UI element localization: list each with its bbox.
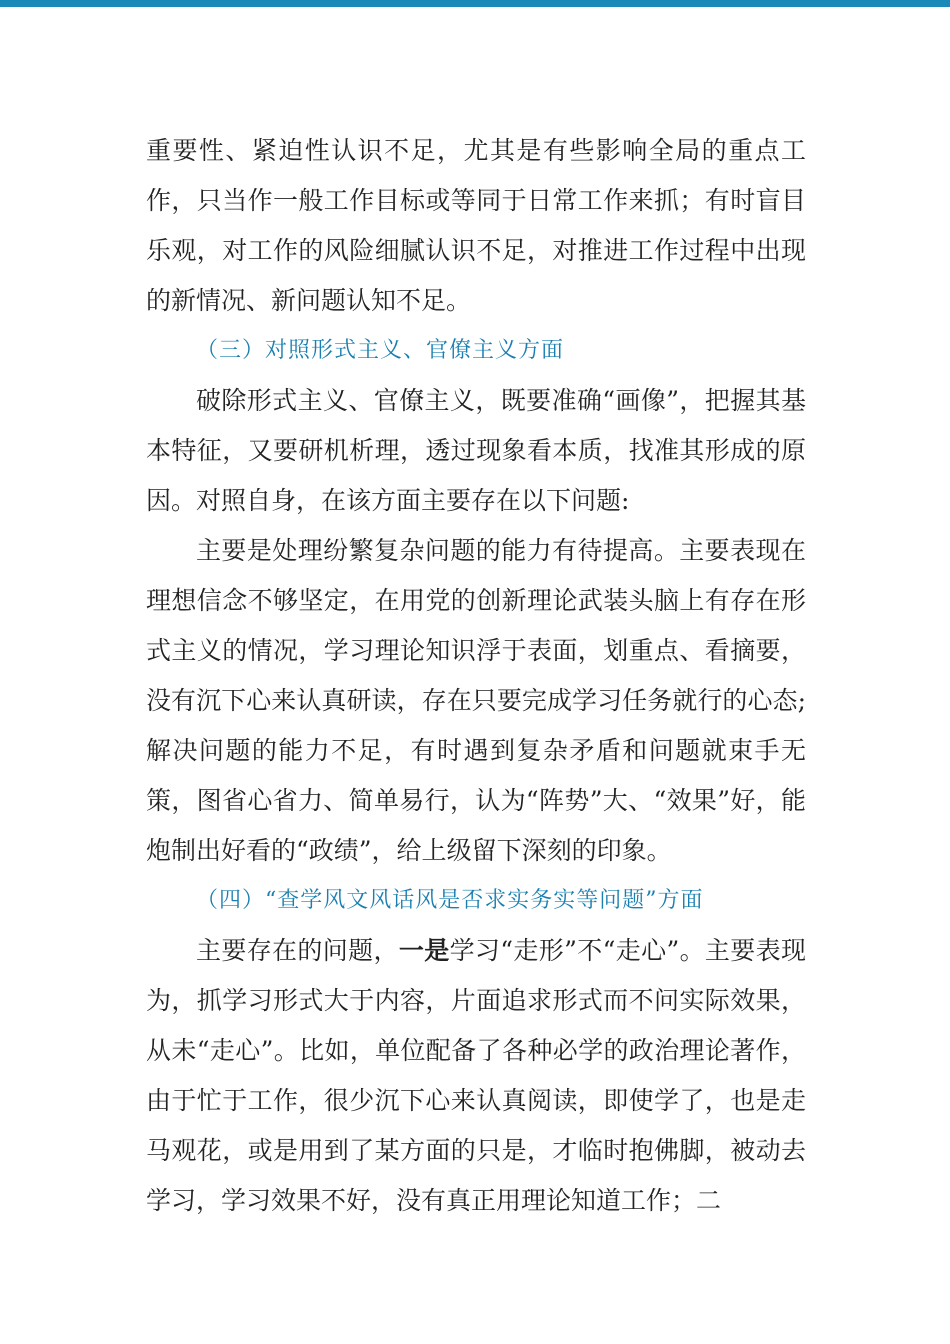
section-heading-4: （四）“查学风文风话风是否求实务实等问题”方面 [196, 888, 704, 913]
top-accent-rule [0, 0, 950, 7]
paragraph-4-lead: 主要存在的问题， [196, 936, 399, 965]
paragraph-4-bold-marker: 一是 [398, 936, 450, 965]
document-body [146, 126, 806, 1226]
section-heading-3: （三）对照形式主义、官僚主义方面 [196, 338, 565, 363]
paragraph-4 [146, 926, 806, 1226]
paragraph-2: 破除形式主义、官僚主义，既要准确“画像”，把握其基本特征，又要研机析理，透过现象看本质，找准其形成的原因。对照自身，在该方面主要存在以下问题: [146, 386, 806, 515]
paragraph-4-rest: 学习“走形”不“走心”。主要表现为，抓学习形式大于内容，片面追求形式而不问实际效果，从未“走心”。比如，单位配备了各种必学的政治理论著作，由于忙于工作，很少沉下心来认真阅读，即使学了，也是走马观花，或是用到了某方面的只是，才临时抱佛脚，被动去学习，学习效果不好，没有真正用理论知道工作；二 [146, 936, 806, 1215]
paragraph-1: 重要性、紧迫性认识不足，尤其是有些影响全局的重点工作，只当作一般工作目标或等同于日常工作来抓；有时盲目乐观，对工作的风险细腻认识不足，对推进工作过程中出现的新情况、新问题认知不足。 [146, 136, 806, 315]
paragraph-3: 主要是处理纷繁复杂问题的能力有待提高。主要表现在理想信念不够坚定，在用党的创新理论武装头脑上有存在形式主义的情况，学习理论知识浮于表面，划重点、看摘要，没有沉下心来认真研读，存在只要完成学习任务就行的心态;解决问题的能力不足，有时遇到复杂矛盾和问题就束手无策，图省心省力、简单易行，认为“阵势”大、“效果”好，能炮制出好看的“政绩”，给上级留下深刻的印象。 [146, 536, 806, 865]
